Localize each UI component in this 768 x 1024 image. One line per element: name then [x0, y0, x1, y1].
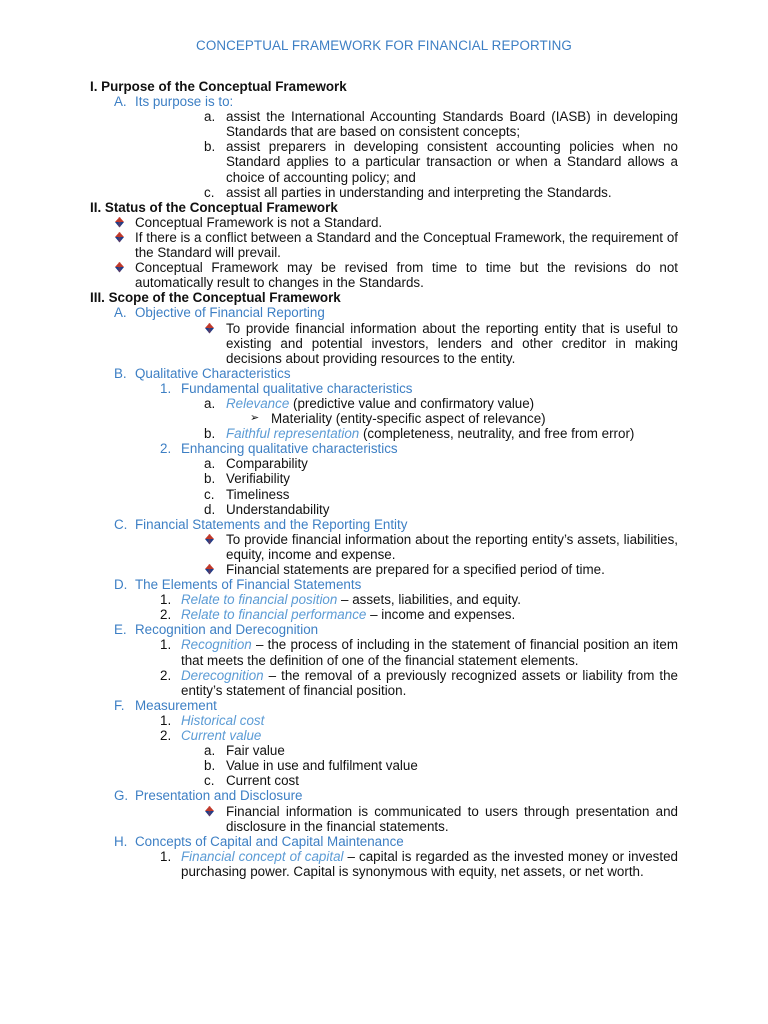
list-item: 2. Current value	[160, 728, 262, 744]
list-item: a. Fair value	[204, 743, 285, 759]
document-body	[90, 79, 678, 879]
list-item: 1. Historical cost	[160, 712, 265, 728]
list-item: c. Current cost	[204, 773, 299, 789]
section-2-heading: II. Status of the Conceptual Framework	[90, 199, 338, 215]
list-item: 2. Derecognition – the removal of a previously recognized assets or liability from the entity’s statement of financial position.	[160, 667, 678, 698]
section-1-heading: I. Purpose of the Conceptual Framework	[90, 79, 347, 94]
list-item: 2. Enhancing qualitative characteristics	[160, 441, 398, 457]
arrow-bullet-icon	[204, 562, 215, 575]
list-item: 1. Fundamental qualitative characteristics	[160, 380, 413, 396]
list-item: c. Timeliness	[204, 486, 290, 502]
section-3-item-d: D. The Elements of Financial Statements	[114, 577, 362, 593]
section-1-item-a: A. Its purpose is to:	[114, 94, 234, 110]
section-3-item-a: A. Objective of Financial Reporting	[114, 305, 325, 321]
list-item: a. Comparability	[204, 456, 308, 472]
list-item: b. assist preparers in developing consistent accounting policies when no Standard applies to a particular transaction or when a Standard allows a choice of accounting policy; and	[204, 139, 678, 185]
list-item: To provide financial information about the reporting entity that is useful to existing and potential investors, lenders and other creditor in making decisions about providing resources to the entity.	[90, 321, 678, 366]
section-3-heading: III. Scope of the Conceptual Framework	[90, 290, 341, 306]
list-item: d. Understandability	[204, 501, 330, 517]
arrow-bullet-icon	[114, 260, 125, 273]
arrow-bullet-icon	[114, 230, 125, 243]
document-title: CONCEPTUAL FRAMEWORK FOR FINANCIAL REPORTING	[196, 38, 572, 53]
list-item: Financial information is communicated to users through presentation and disclosure in the financial statements.	[90, 804, 678, 834]
section-3-item-c: C. Financial Statements and the Reporting Entity	[114, 516, 408, 532]
list-item: 2. Relate to financial performance – income and expenses.	[160, 607, 516, 623]
section-3-item-b: B. Qualitative Characteristics	[114, 365, 291, 381]
list-item: b. Value in use and fulfilment value	[204, 758, 418, 774]
list-item: c. assist all parties in understanding and interpreting the Standards.	[204, 184, 612, 200]
section-3-item-g: G. Presentation and Disclosure	[114, 788, 303, 804]
list-item: Conceptual Framework may be revised from time to time but the revisions do not automatically result to changes in the Standards.	[90, 260, 678, 290]
arrow-bullet-icon	[204, 321, 215, 334]
section-3-item-e: E. Recognition and Derecognition	[114, 622, 319, 638]
list-item: 1. Financial concept of capital – capital is regarded as the invested money or invested purchasing power. Capital is synonymous with equity, net assets, or net worth.	[160, 848, 678, 879]
list-item: 1. Relate to financial position – assets, liabilities, and equity.	[160, 592, 521, 608]
list-item: Conceptual Framework is not a Standard.	[90, 215, 678, 230]
arrow-bullet-icon	[204, 804, 215, 817]
list-item: a. Relevance (predictive value and confirmatory value)	[204, 395, 535, 411]
section-3-item-f: F. Measurement	[114, 697, 217, 713]
list-item: ➢ Materiality (entity-specific aspect of relevance)	[250, 411, 546, 427]
list-item: a. assist the International Accounting Standards Board (IASB) in developing Standards that are based on consistent concepts;	[204, 109, 678, 140]
list-item: Financial statements are prepared for a specified period of time.	[90, 562, 678, 577]
arrowhead-bullet-icon: ➢	[250, 412, 260, 425]
list-item: 1. Recognition – the process of including in the statement of financial position an item that meets the definition of one of the financial statement elements.	[160, 637, 678, 668]
section-3-item-h: H. Concepts of Capital and Capital Maintenance	[114, 833, 404, 849]
arrow-bullet-icon	[114, 215, 125, 228]
list-item: To provide financial information about the reporting entity’s assets, liabilities, equity, income and expense.	[90, 532, 678, 562]
list-item: b. Faithful representation (completeness, neutrality, and free from error)	[204, 426, 635, 442]
arrow-bullet-icon	[204, 532, 215, 545]
list-item: b. Verifiability	[204, 471, 291, 487]
list-item: If there is a conflict between a Standard and the Conceptual Framework, the requirement of the Standard will prevail.	[90, 230, 678, 260]
